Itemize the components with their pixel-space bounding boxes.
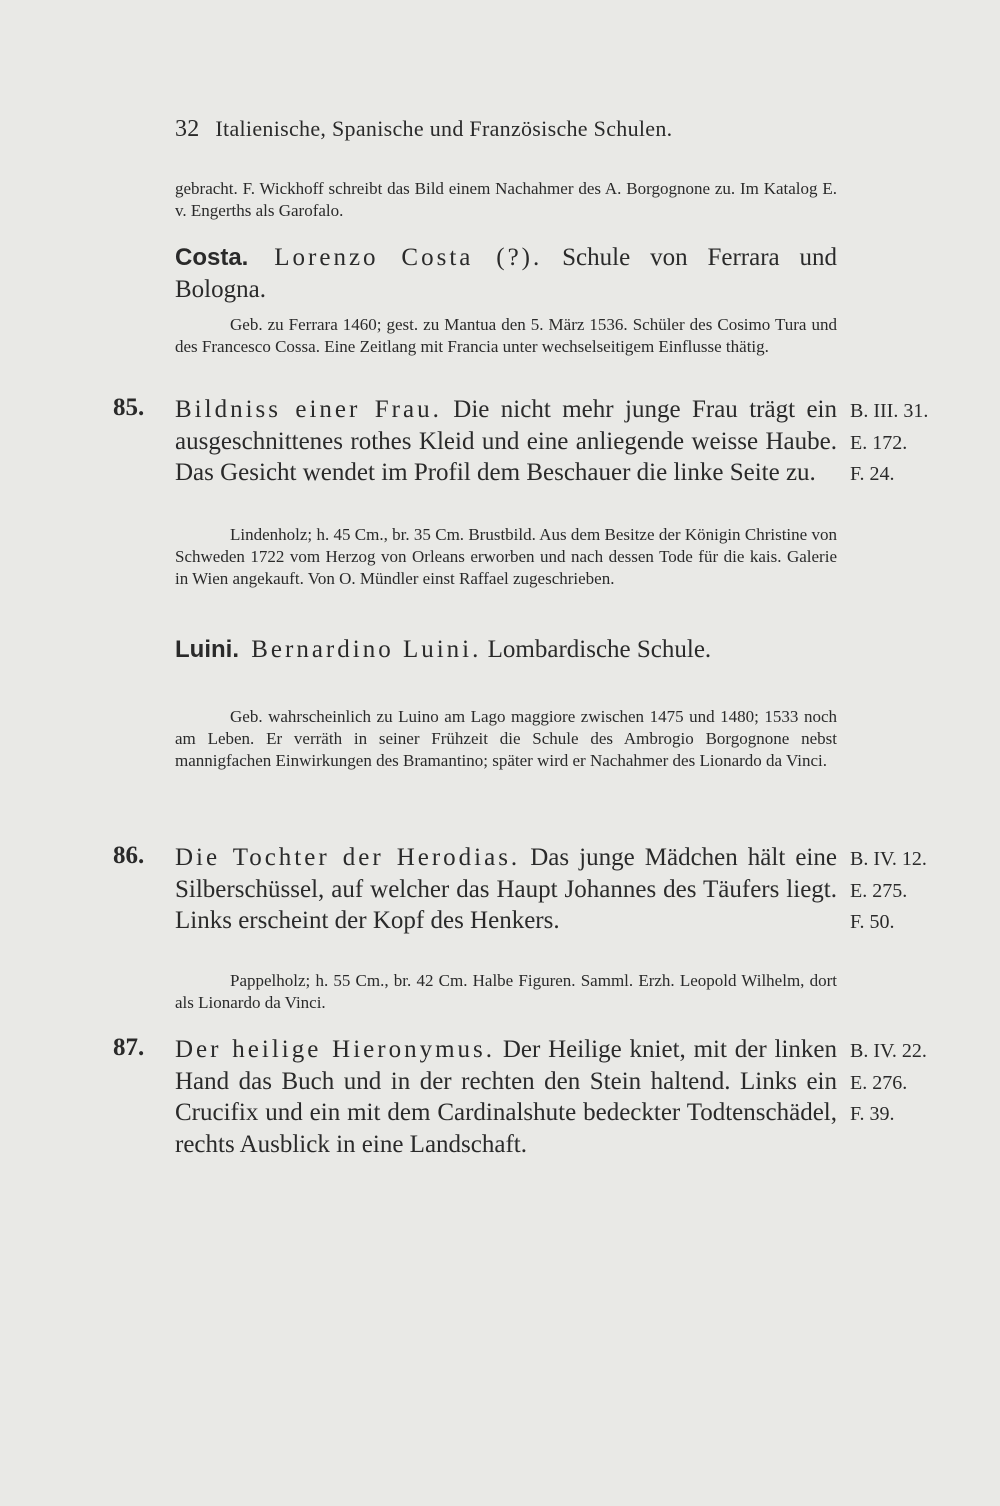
entry-86 — [175, 842, 837, 937]
reference: B. IV. 22. — [850, 1040, 927, 1062]
reference: F. 24. — [850, 463, 895, 485]
reference: E. 275. — [850, 879, 908, 902]
artist-school: Lombardische Schule. — [487, 636, 712, 663]
artist-name: Lorenzo Costa (?). — [274, 244, 543, 271]
entry-title: Die Tochter der Herodias. — [175, 844, 521, 871]
entry-description: Das junge Mädchen hält eine Silberschüssel, auf welcher das Haupt Johannes des Täufers liegt. Links erscheint der Kopf des Henkers. — [175, 844, 837, 934]
page-number: 32 — [175, 116, 200, 142]
entry-description: Die nicht mehr junge Frau trägt ein ausgeschnittenes rothes Kleid und eine anliegende weisse Haube. Das Gesicht wendet im Profil dem Beschauer die linke Seite zu. — [175, 396, 837, 486]
entry-number: 87. — [113, 1034, 145, 1061]
entry-85 — [175, 394, 837, 489]
entry-title: Der heilige Hieronymus. — [175, 1036, 495, 1063]
entry-description: Der Heilige kniet, mit der linken Hand das Buch und in der rechten den Stein haltend. Links ein Crucifix und ein mit dem Cardinalshute bedeckter Todtenschädel, rechts Ausblick in eine Landschaft. — [175, 1036, 837, 1158]
header-title: Italienische, Spanische und Französische Schulen. — [215, 116, 673, 141]
entry-details: Lindenholz; h. 45 Cm., br. 35 Cm. Brustbild. Aus dem Besitze der Königin Christine von Schweden 1722 vom Herzog von Orleans erworben und nach dessen Tode für die kais. Galerie in Wien angekauft. Von O. Mündler einst Raffael zugeschrieben. — [175, 525, 837, 588]
reference: F. 50. — [850, 911, 895, 933]
reference: E. 276. — [850, 1071, 908, 1094]
artist-bio-luini: Geb. wahrscheinlich zu Luino am Lago maggiore zwischen 1475 und 1480; 1533 noch am Leben. Er verräth in seiner Frühzeit die Schule des Ambrogio Borgognone nebst mannigfachen Einwirkungen des Bramantino; später wird er Nachahmer des Lionardo da Vinci. — [175, 707, 837, 770]
entry-references — [850, 844, 927, 939]
entry-references — [850, 396, 928, 491]
running-header — [175, 116, 672, 143]
artist-bio-costa: Geb. zu Ferrara 1460; gest. zu Mantua den 5. März 1536. Schüler des Cosimo Tura und des Francesco Cossa. Eine Zeitlang mit Francia unter wechselseitigem Einflusse thätig. — [175, 315, 837, 356]
artist-key: Luini. — [175, 636, 239, 663]
intro-paragraph: gebracht. F. Wickhoff schreibt das Bild einem Nachahmer des A. Borgognone zu. Im Katalog E. v. Engerths als Garofalo. — [175, 179, 837, 220]
entry-number: 85. — [113, 394, 145, 421]
artist-name: Bernardino Luini. — [251, 636, 482, 663]
entry-87 — [175, 1034, 837, 1160]
reference: B. IV. 12. — [850, 848, 927, 870]
reference: E. 172. — [850, 431, 908, 454]
artist-heading-luini — [175, 634, 837, 666]
artist-key: Costa. — [175, 244, 249, 271]
entry-number: 86. — [113, 842, 145, 869]
artist-heading-costa — [175, 242, 837, 305]
entry-details: Pappelholz; h. 55 Cm., br. 42 Cm. Halbe Figuren. Samml. Erzh. Leopold Wilhelm, dort als Lionardo da Vinci. — [175, 971, 837, 1012]
reference: F. 39. — [850, 1103, 895, 1125]
entry-references — [850, 1036, 927, 1131]
reference: B. III. 31. — [850, 400, 929, 422]
entry-title: Bildniss einer Frau. — [175, 396, 442, 423]
artist-school: Schule von Ferrara und Bologna. — [175, 244, 838, 303]
